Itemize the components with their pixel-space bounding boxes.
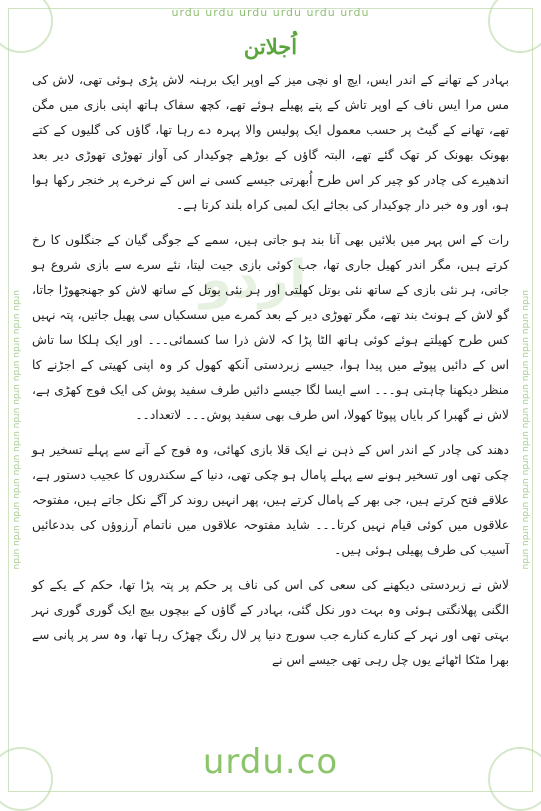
paragraph: رات کے اس پہر میں بلائیں بھی آنا بند ہو جاتی ہیں، سمے کے جوگی گیان کے جنگلوں کا رخ کرتے ہیں، مگر اندر کھیل جاری تھا، جب کوئی بازی جیت لیتا، نئے سرے سے بازی شروع ہو جاتی، ہر نئی بازی کے ساتھ نئی بوتل کھلتی اور ہر نئی بوتل کے ساتھ لاش کو جھنجھوڑا جاتا، گو لاش کے ہونٹ بند تھے، مگر تھوڑی دیر کے بعد کمرے میں سسکیاں سی پھیل جاتیں، پتہ نہیں کس طرح کھیلتے ہوئے کوئی ہاتھ الٹا پڑا کہ لاش ذرا سا کسمائی۔۔۔ اور ایک ہلکا سا تاش اس کے دائیں پپوٹے میں پیدا ہوا، جیسے زبردستی آنکھ کھول کر وہ اپنی کھیتی کے اجڑنے کا منظر دیکھنا چاہتی ہو۔۔۔ اسے ایسا لگا جیسے دائیں طرف سفید پوش کی ایک فوج کھڑی ہے، لاش نے گھبرا کر بایاں پپوٹا کھولا، اس طرف بھی سفید پوش۔۔۔ لاتعداد۔۔ <box>32 233 509 422</box>
paragraph: دھند کی چادر کے اندر اس کے ذہن نے ایک قلا بازی کھائی، وہ فوج کے آنے سے پہلے تسخیر ہو چکی تھی اور تسخیر ہونے سے پہلے پامال ہو چکی تھی، دنیا کے سکندروں کا عجیب دستور ہے، علاقے فتح کرتے ہیں، جی بھر کے پامال کرتے ہیں، پھر انہیں روند کر آگے نکل جاتے ہیں، مفتوحہ علاقوں میں کوئی قیام نہیں کرتا۔۔۔ شاید مفتوحہ علاقوں میں ناتمام آرزوؤں کی بددعائیں آسیب کی طرف پھیلی ہوئی ہیں۔ <box>32 443 509 557</box>
article-body <box>32 68 509 683</box>
paragraph: لاش نے زبردستی دیکھنے کی سعی کی اس کی ناف پر حکم پر پتہ پڑا تھا، حکم کے یکے کو الگنی پھلانگتی ہوئی وہ بہت دور نکل گئی، بہادر کے گاؤں کے بیچوں بیچ ایک گوری گوری نہر بہتی تھی اور نہر کے کنارے کنارے جب سورج دنیا پر لال رنگ چھڑک رہا تھا، وہ سر پر پانی سے بھرا مٹکا اٹھائے یوں چل رہی تھی جیسے اس نے <box>32 578 509 667</box>
footer-brand[interactable]: urdu.co <box>202 742 339 782</box>
top-brand-strip: urdu urdu urdu urdu urdu urdu <box>171 6 370 19</box>
paragraph: بہادر کے تھانے کے اندر ایس، ایچ او نچی میز کے اوپر ایک برہنہ لاش پڑی ہوئی تھی، لاش کی مس مرا ایس ناف کے اوپر تاش کے پتے پھیلے ہوئے تھے، کچھ سفاک ہاتھ اپنی بازی میں مگن تھے، تھانے کے گیٹ پر حسب معمول ایک پولیس والا پہرہ دے رہا تھا، گاؤں کی گلیوں کے کتے بھونک بھونک کر تھک گئے تھے، البتہ گاؤں کے بوڑھے چوکیدار کی آواز تھوڑی تھوڑی دیر بعد اندھیرے کی چادر کو چیر کر اس طرح اُبھرتی جیسے کسی نے اس کے نرخرے پر خنجر رکھا ہوا ہو، اور وہ خبر دار چوکیدار کی بجائے ایک لمبی کراہ بلند کرتا ہے۔ <box>32 73 509 212</box>
left-brand-strip: urdu urdu urdu urdu urdu urdu urdu urdu urdu urdu urdu urdu <box>11 290 21 570</box>
page-title: اُجلاتن <box>243 34 298 59</box>
right-brand-strip: urdu urdu urdu urdu urdu urdu urdu urdu urdu urdu urdu urdu <box>520 290 530 570</box>
watermark-logo: اردو <box>200 250 307 310</box>
